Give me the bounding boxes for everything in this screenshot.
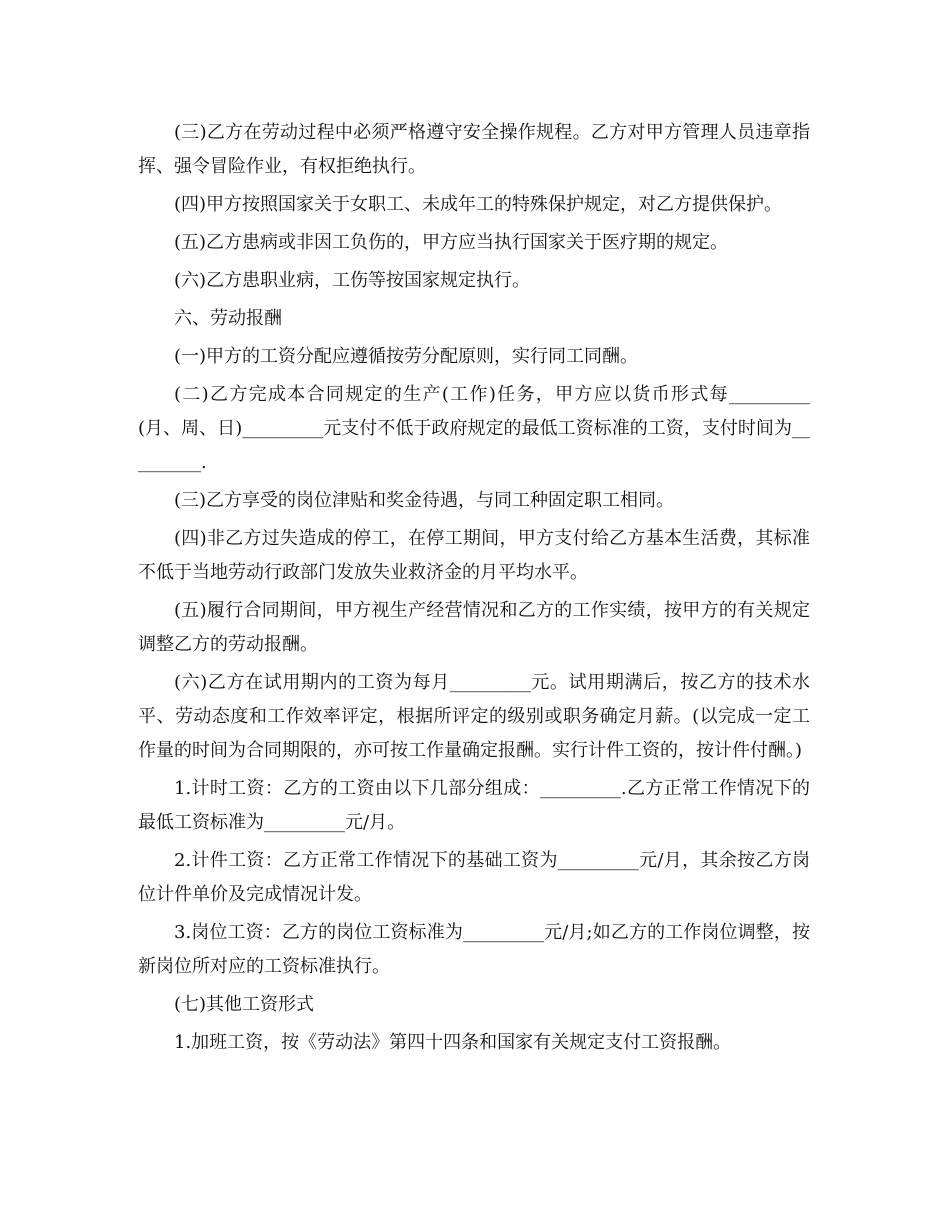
clause-6-occupational-disease: (六)乙方患职业病，工伤等按国家规定执行。 xyxy=(174,270,531,291)
section-heading-remuneration: 六、劳动报酬 xyxy=(174,308,282,329)
item-1-overtime-wage: 1.加班工资，按《劳动法》第四十四条和国家有关规定支付工资报酬。 xyxy=(174,1032,732,1053)
item-3-position-wage: 3.岗位工资：乙方的岗位工资标准为_________元/月;如乙方的工作岗位调整，按新岗位所对应的工资标准执行。 xyxy=(138,922,810,977)
document-body xyxy=(138,116,810,1064)
clause-5-adjustment: (五)履行合同期间，甲方视生产经营情况和乙方的工作实绩，按甲方的有关规定调整乙方的劳动报酬。 xyxy=(138,600,810,655)
clause-4-work-stoppage: (四)非乙方过失造成的停工，在停工期间，甲方支付给乙方基本生活费，其标准不低于当地劳动行政部门发放失业救济金的月平均水平。 xyxy=(138,528,810,583)
clause-5-medical-period: (五)乙方患病或非因工负伤的，甲方应当执行国家关于医疗期的规定。 xyxy=(174,232,729,253)
clause-4-special-protection: (四)甲方按照国家关于女职工、未成年工的特殊保护规定，对乙方提供保护。 xyxy=(174,194,783,215)
clause-3-allowance: (三)乙方享受的岗位津贴和奖金待遇，与同工种固定职工相同。 xyxy=(174,490,675,511)
item-1-time-wage: 1.计时工资：乙方的工资由以下几部分组成：_________.乙方正常工作情况下的最低工资标准为_________元/月。 xyxy=(138,778,810,833)
clause-3-safety: (三)乙方在劳动过程中必须严格遵守安全操作规程。乙方对甲方管理人员违章指挥、强令冒险作业，有权拒绝执行。 xyxy=(138,122,810,177)
item-2-piece-wage: 2.计件工资：乙方正常工作情况下的基础工资为_________元/月，其余按乙方岗位计件单价及完成情况计发。 xyxy=(138,850,810,905)
clause-2-payment: (二)乙方完成本合同规定的生产(工作)任务，甲方应以货币形式每_________(月、周、日)_________元支付不低于政府规定的最低工资标准的工资，支付时间为_________. xyxy=(138,384,810,473)
clause-7-other-wage: (七)其他工资形式 xyxy=(174,994,315,1015)
clause-1-distribution: (一)甲方的工资分配应遵循按劳分配原则，实行同工同酬。 xyxy=(174,346,639,367)
clause-6-probation-wage: (六)乙方在试用期内的工资为每月_________元。试用期满后，按乙方的技术水平、劳动态度和工作效率评定，根据所评定的级别或职务确定月薪。(以完成一定工作量的时间为合同期限的，亦可按工作量确定报酬。实行计件工资的，按计件付酬。) xyxy=(138,672,810,761)
